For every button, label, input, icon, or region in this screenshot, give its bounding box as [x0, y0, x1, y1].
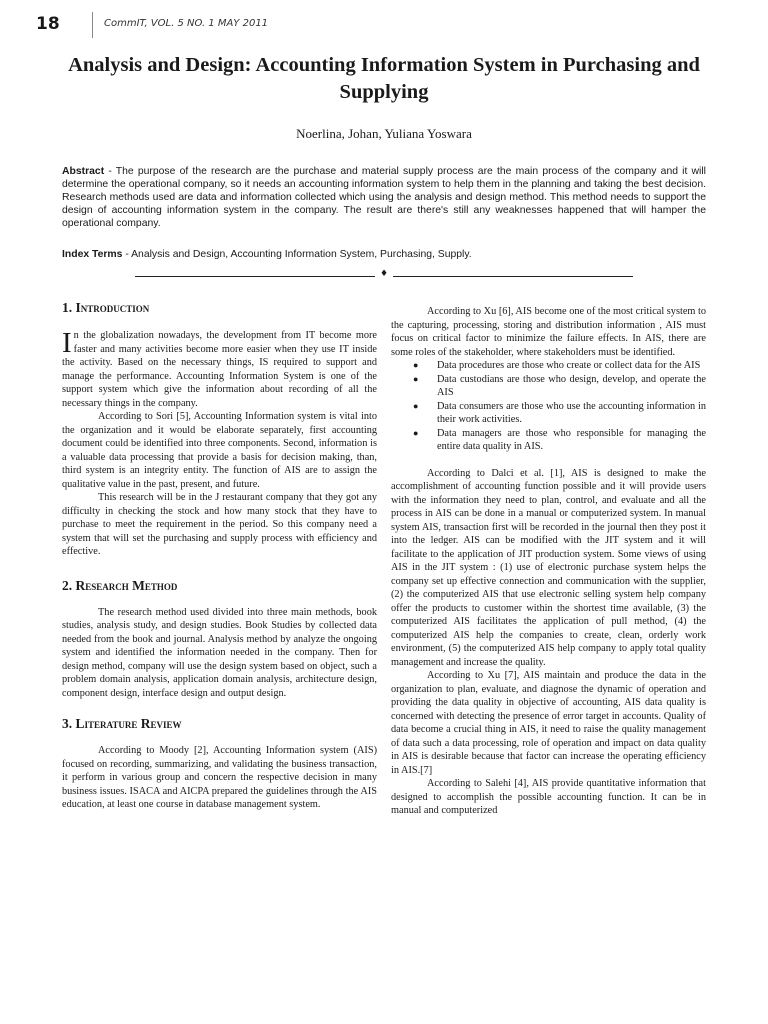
journal-name: CommIT, VOL. 5 NO. 1 MAY 2011: [104, 18, 269, 29]
abstract-label: Abstract: [62, 166, 105, 177]
divider-line-right: [393, 276, 633, 277]
list-item: [413, 400, 706, 427]
list-item-text: Data procedures are those who create or collect data for the AIS: [437, 360, 701, 371]
section-number: 3.: [62, 716, 76, 731]
section-heading-literature-review: [62, 716, 377, 732]
divider-diamond: ♦: [380, 269, 389, 279]
section-divider: [135, 270, 633, 282]
abstract-text: - The purpose of the research are the purchase and material supply process are the main process of the company and it will determine the operational company, so it needs an accounting information system to help them in the planning and taking the best decision. Research methods used are data and information collected which using the analysis and design method. This method needs to support the design of accounting information system in the company. The result are there's still any weaknesses happened that will hamper the operational company.: [62, 166, 706, 230]
paragraph: This research will be in the J restaurant company that they got any difficulty in checking the stock and how many stock that they have to purchase to meet the requirement in the period. So this company need a system that will set the purchasing and supply process with efficiency and effective.: [62, 492, 377, 557]
paper-title: Analysis and Design: Accounting Information System in Purchasing and Supplying: [68, 54, 700, 103]
bullet-icon: ●: [413, 427, 419, 438]
paragraph: [62, 329, 377, 410]
bullet-icon: ●: [413, 360, 419, 370]
drop-cap: I: [62, 327, 72, 359]
list-item-text: Data managers are those who responsible for managing the entire data quality in AIS.: [437, 427, 706, 452]
paragraph: According to Xu [7], AIS maintain and produce the data in the organization to plan, evaluate, and diagnose the dynamic of operation and providing the data quality in objective of accounting, AIS data quality is concerned with detecting the presence of error target in accounts. Quality of data become a crucial thing in AIS, it need to raise the quality management of data such a data processing, role of operation and impact on data quality in AIS is desirable because that factor can increase the operating efficiency in AIS.[7]: [391, 670, 706, 776]
section-number: 1.: [62, 300, 76, 315]
section-title: Literature Review: [75, 716, 182, 731]
divider-line-left: [135, 276, 375, 277]
section-title: Introduction: [75, 300, 150, 315]
stakeholder-list: [391, 359, 706, 454]
list-item: [413, 427, 706, 454]
bullet-icon: ●: [413, 373, 419, 384]
paragraph-text: n the globalization nowadays, the development from IT become more faster and many activities become more easier when they use IT inside the activity. Based on the necessary things, IS required to support and manage the performance. Accounting Information System is one of the support system which give the information about recording of all the necessary things in the company.: [62, 330, 377, 409]
right-column: [391, 305, 706, 818]
paragraph: According to Sori [5], Accounting Information system is vital into the organization and it would be elaborate separately, first accounting document could be identified into three components. Second, information is a valuable data processing that provide a basis for decision making, than, third system is an integrity entity. The function of AIS are to assign the qualitative value in the past, present, and future.: [62, 411, 377, 490]
bullet-icon: ●: [413, 400, 419, 411]
paragraph: According to Dalci et al. [1], AIS is designed to make the accomplishment of accounting function possible and it will provide users with the information they need to plan, control, and evaluate and all the process in AIS can be done in a manual or computerized system. In manual system AIS, transaction first will be recorded in the journal then they post it into the ledger. AIS can be modified with the JIT system and it will facilitate to the application of JIT production system. Some views of using AIS in the JIT system : (1) use of electronic purchase system helps the company set up effective connection and communication with the supplier, (2) the computerized AIS that use electronic selling system help company offer the products to customer within the shortest time available, (3) the computerized AIS facilitates the application of pull method, (4) the computerized AIS help the companies to create, clean, orderly work environment, (5) the computerized AIS help company to apply total quality management and increase the quality.: [391, 467, 706, 668]
paragraph: According to Salehi [4], AIS provide quantitative information that designed to accomplish the possible accounting function. It can be in manual and computerized: [391, 778, 706, 816]
list-item-text: Data consumers are those who use the accounting information in their work activities.: [437, 400, 706, 425]
list-item-text: Data custodians are those who design, develop, and operate the AIS: [437, 373, 706, 398]
paper-authors: Noerlina, Johan, Yuliana Yoswara: [296, 126, 472, 141]
paragraph: According to Moody [2], Accounting Information system (AIS) focused on recording, summarizing, and validating the business transaction, it perform in various group and concern the respective decision in many business issues. ISACA and AICPA prepared the guidelines through the AIS education, at least one course in database management system.: [62, 745, 377, 810]
section-title: Research Method: [75, 577, 178, 593]
list-item: [413, 373, 706, 400]
paragraph: The research method used divided into three main methods, book studies, analysis study, and design studies. Book Studies by collected data needed from the book and journal. Analysis method by analyze the ongoing system and identified the information needed in the company. Then for design method, company will use the design system based on object, such a problem domain analysis, application domain analysis, architecture design, component design, interface design and output design.: [62, 606, 377, 699]
page-number: 18: [36, 14, 60, 34]
section-number: 2.: [62, 577, 76, 593]
index-terms-label: Index Terms: [62, 249, 123, 260]
index-terms-text: - Analysis and Design, Accounting Information System, Purchasing, Supply.: [122, 249, 472, 260]
abstract: [62, 165, 706, 230]
page-header: [36, 12, 736, 40]
section-heading-introduction: [62, 300, 377, 316]
list-item: [413, 359, 706, 373]
section-heading-research-method: [62, 578, 377, 594]
index-terms: [62, 249, 706, 260]
header-divider: [92, 12, 93, 38]
left-column: [62, 300, 377, 812]
paragraph: According to Xu [6], AIS become one of the most critical system to the capturing, processing, storing and distribution information , AIS must focus on critical factor to minimize the failure effects. In AIS, there are some roles of the stakeholder, where stakeholders must be identified.: [391, 306, 706, 358]
